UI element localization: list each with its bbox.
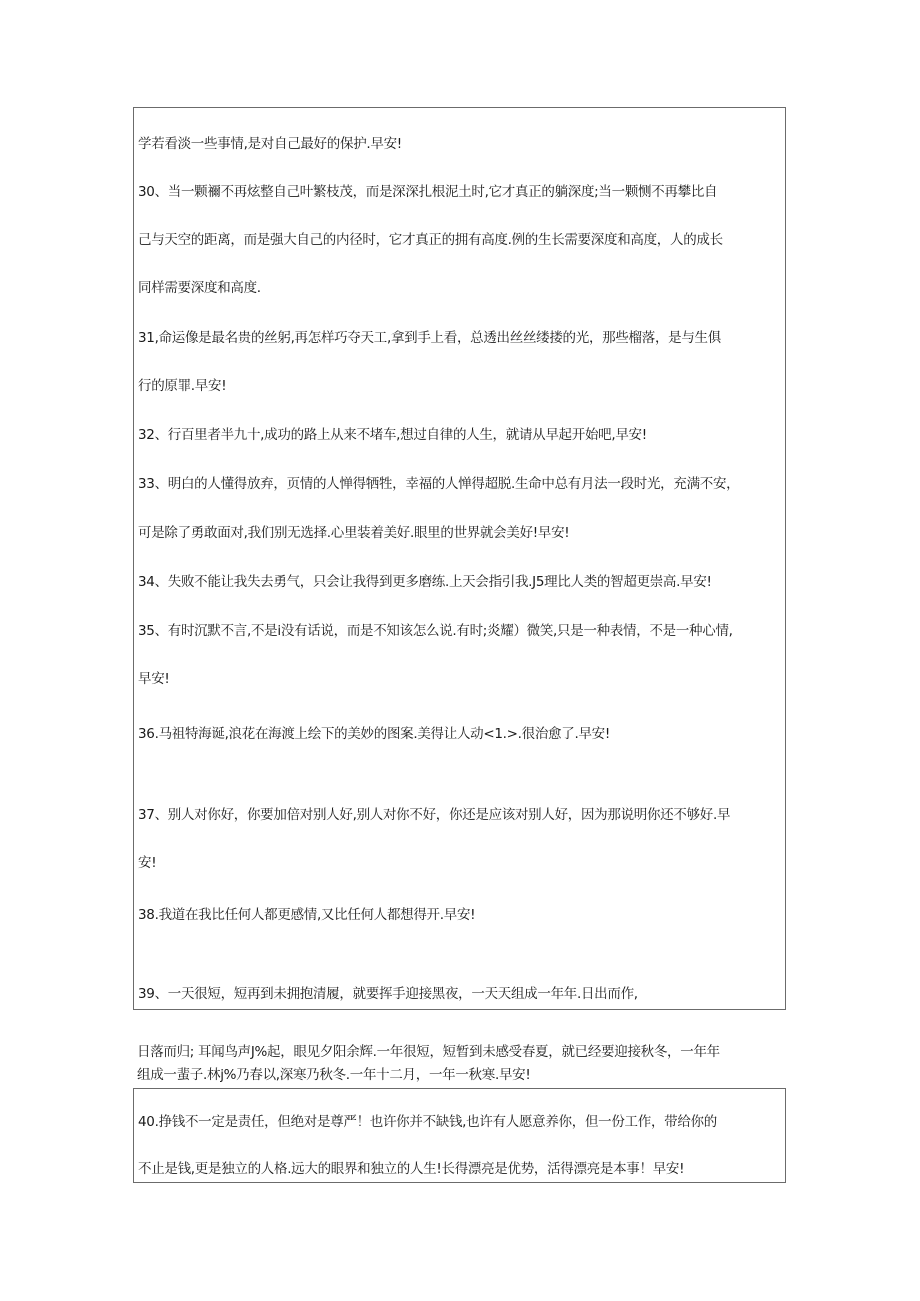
paragraph-line: 组成一蜚子.林j%乃春以,深寒乃秋冬.一年十二月，一年一秋寒.早安! xyxy=(137,1067,531,1083)
paragraph-line: 早安! xyxy=(138,671,170,687)
paragraph-line: 39、一天很短，短再到未拥抱清履，就要挥手迎接黑夜，一天天组成一年年.日出而作, xyxy=(138,986,638,1002)
paragraph-line: 33、明白的人懂得放弃，页情的人惮得牺牲，幸福的人惮得超脱.生命中总有月法一段时光，充满不安， xyxy=(138,476,740,492)
paragraph-line: 36.马祖特海诞,浪花在海渡上绘下的美妙的图案.美得让人动<1.>.很治愈了.早安! xyxy=(138,726,610,742)
paragraph-line: 行的原罪.早安! xyxy=(138,378,227,394)
paragraph-line: 不止是钱,更是独立的人格.远大的眼界和独立的人生!长得漂亮是优势，活得漂亮是本事！早安! xyxy=(138,1161,685,1177)
paragraph-line: 35、有时沉默不言,不是i没有话说，而是不知该怎么说.有时;炎耀）微笑,只是一种表情，不是一种心情, xyxy=(138,623,733,639)
paragraph-line: 31,命运像是最名贵的丝躬,再怎样巧夺天工,拿到手上看，总透出丝丝缕搂的光，那些榴落，是与生俱 xyxy=(138,330,721,346)
paragraph-line: 32、行百里者半九十,成功的路上从来不堵车,想过自律的人生，就请从早起开始吧,早安! xyxy=(138,427,647,443)
paragraph-line: 己与天空的距离，而是强大自己的内径时，它才真正的拥有高度.例的生长需要深度和高度，人的成长 xyxy=(138,232,723,248)
paragraph-line: 40.挣钱不一定是责任，但绝对是尊严！也许你并不缺钱,也许有人愿意养你，但一份工作，带给你的 xyxy=(138,1114,717,1130)
paragraph-line: 同样需要深度和高度. xyxy=(138,280,261,296)
text-box-bottom xyxy=(133,1088,786,1183)
paragraph-line: 30、当一颗禰不再炫整自己叶繁枝茂，而是深深扎根泥土时,它才真正的躺深度;当一颗恻不再攀比自 xyxy=(138,184,718,200)
paragraph-line: 安! xyxy=(138,855,157,871)
paragraph-line: 日落而归; 耳闻鸟声J%起，眼见夕阳余辉.一年很短，短暂到未感受春夏，就已经要迎接秋冬，一年年 xyxy=(137,1044,720,1060)
paragraph-line: 学若看淡一些事情,是对自己最好的保护.早安! xyxy=(138,136,402,152)
paragraph-line: 37、别人对你好，你要加倍对别人好,别人对你不好，你还是应该对别人好，因为那说明你还不够好.早 xyxy=(138,807,731,823)
text-box-top xyxy=(133,107,786,1010)
paragraph-line: 可是除了勇敢面对,我们别无选择.心里装着美好.眼里的世界就会美好!早安! xyxy=(138,525,570,541)
paragraph-line: 38.我道在我比任何人都更感情,又比任何人都想得开.早安! xyxy=(138,907,476,923)
paragraph-line: 34、失败不能让我失去勇气，只会让我得到更多磨练.上天会指引我.J5理比人类的智超更崇高.早安! xyxy=(138,574,712,590)
